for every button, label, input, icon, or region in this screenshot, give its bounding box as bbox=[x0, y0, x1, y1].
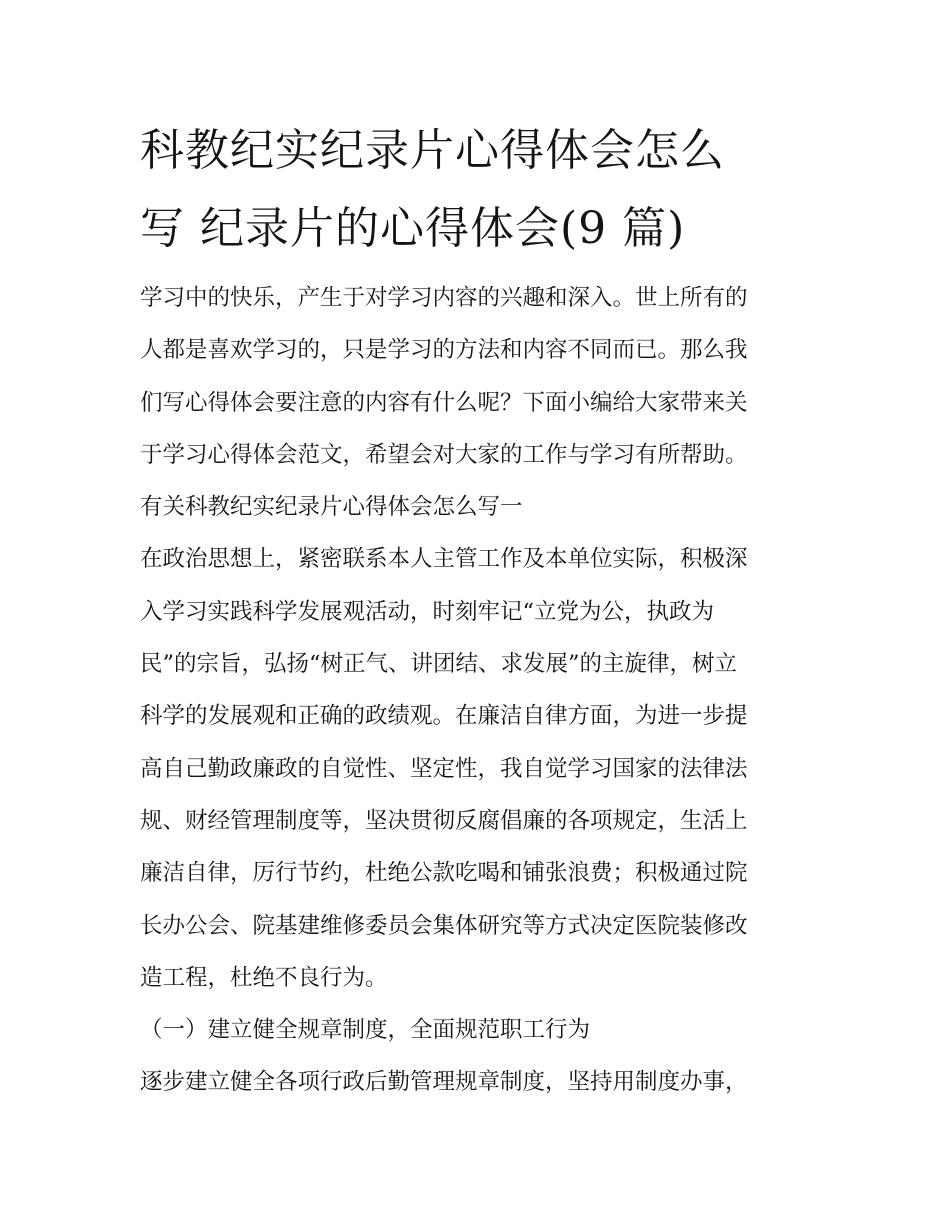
body-line: 在政治思想上，紧密联系本人主管工作及本单位实际，积极深 bbox=[140, 546, 748, 573]
body-line: 逐步建立健全各项行政后勤管理规章制度，坚持用制度办事， bbox=[140, 1069, 748, 1096]
body-line: 长办公会、院基建维修委员会集体研究等方式决定医院装修改 bbox=[140, 912, 748, 939]
section-heading: 有关科教纪实纪录片心得体会怎么写一 bbox=[140, 494, 523, 521]
title-line: 科教纪实纪录片心得体会怎么 bbox=[140, 125, 725, 176]
body-line: 入学习实践科学发展观活动，时刻牢记“立党为公，执政为 bbox=[140, 598, 715, 625]
body-line: 们写心得体会要注意的内容有什么呢？下面小编给大家带来关 bbox=[140, 389, 748, 416]
body-line: 民”的宗旨，弘扬“树正气、讲团结、求发展”的主旋律，树立 bbox=[140, 651, 738, 678]
body-line: 人都是喜欢学习的，只是学习的方法和内容不同而已。那么我 bbox=[140, 337, 748, 364]
subsection-heading: （一）建立健全规章制度，全面规范职工行为 bbox=[140, 1017, 591, 1044]
body-line: 廉洁自律，厉行节约，杜绝公款吃喝和铺张浪费；积极通过院 bbox=[140, 860, 748, 887]
body-line: 于学习心得体会范文，希望会对大家的工作与学习有所帮助。 bbox=[140, 441, 748, 468]
body-line: 高自己勤政廉政的自觉性、坚定性，我自觉学习国家的法律法 bbox=[140, 755, 748, 782]
body-line: 科学的发展观和正确的政绩观。在廉洁自律方面，为进一步提 bbox=[140, 703, 748, 730]
title-line: 写 纪录片的心得体会(9 篇) bbox=[140, 203, 686, 254]
body-line: 规、财经管理制度等，坚决贯彻反腐倡廉的各项规定，生活上 bbox=[140, 807, 748, 834]
document-title bbox=[140, 112, 830, 268]
document-body bbox=[140, 272, 830, 1109]
body-line: 学习中的快乐，产生于对学习内容的兴趣和深入。世上所有的 bbox=[140, 285, 748, 311]
body-line: 造工程，杜绝不良行为。 bbox=[140, 964, 388, 991]
